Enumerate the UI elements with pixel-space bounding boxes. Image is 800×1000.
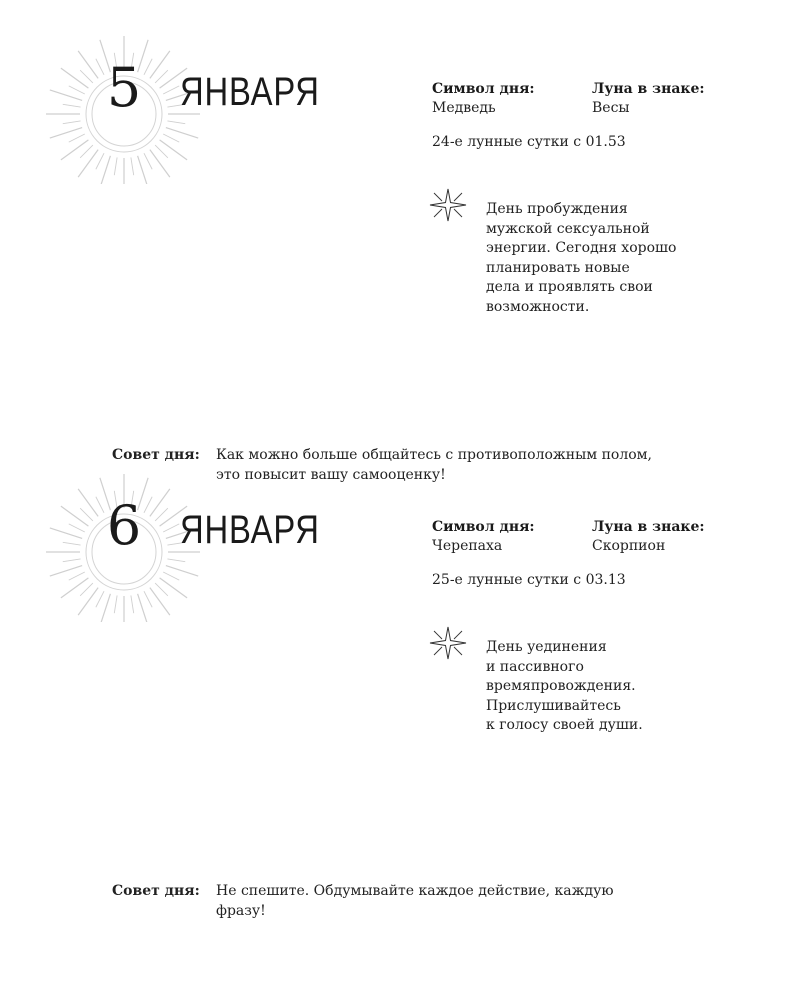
month-name: ЯНВАРЯ (180, 70, 320, 114)
sparkle-star-icon (428, 188, 468, 222)
advice-line: Как можно больше общайтесь с противоположным полом, (216, 447, 653, 463)
advice-of-day-5 (112, 446, 732, 485)
symbol-value: Медведь (432, 100, 496, 116)
moon-label: Луна в знаке: (592, 81, 705, 97)
advice-label: Совет дня: (112, 447, 200, 463)
day-info (432, 80, 772, 152)
description-line: и пассивного (486, 658, 584, 675)
moon-sign (592, 518, 752, 556)
description-line: День пробуждения (486, 201, 628, 217)
moon-sign (592, 80, 752, 118)
symbol-label: Символ дня: (432, 81, 535, 97)
advice-of-day-6 (112, 882, 732, 921)
description-line: возможности. (486, 298, 590, 315)
symbol-value: Черепаха (432, 538, 503, 554)
moon-label: Луна в знаке: (592, 519, 705, 535)
description-line: дела и проявлять свои (486, 279, 653, 295)
day-number: 5 (106, 56, 142, 119)
description-line: времяпровождения. (486, 678, 636, 694)
advice-line: фразу! (216, 902, 266, 919)
description-line: планировать новые (486, 259, 630, 276)
symbol-label: Символ дня: (432, 519, 535, 535)
advice-line: Не спешите. Обдумывайте каждое действие, каждую (216, 883, 614, 899)
symbol-of-day (432, 80, 592, 118)
description-line: День уединения (486, 639, 607, 655)
month-name: ЯНВАРЯ (180, 508, 320, 552)
day-number: 6 (106, 494, 142, 557)
day-info (432, 518, 772, 590)
description-line: Прислушивайтесь (486, 697, 621, 714)
description-line: энергии. Сегодня хорошо (486, 240, 677, 256)
description-line: к голосу своей души. (486, 717, 643, 733)
advice-line: это повысит вашу самооценку! (216, 466, 446, 483)
lunar-day: 24-е лунные сутки с 01.53 (432, 134, 626, 150)
advice-label: Совет дня: (112, 883, 200, 899)
symbol-of-day (432, 518, 592, 556)
moon-value: Весы (592, 100, 630, 116)
sparkle-star-icon (428, 626, 468, 660)
lunar-day: 25-е лунные сутки с 03.13 (432, 572, 626, 588)
description-line: мужской сексуальной (486, 220, 650, 237)
moon-value: Скорпион (592, 538, 666, 554)
